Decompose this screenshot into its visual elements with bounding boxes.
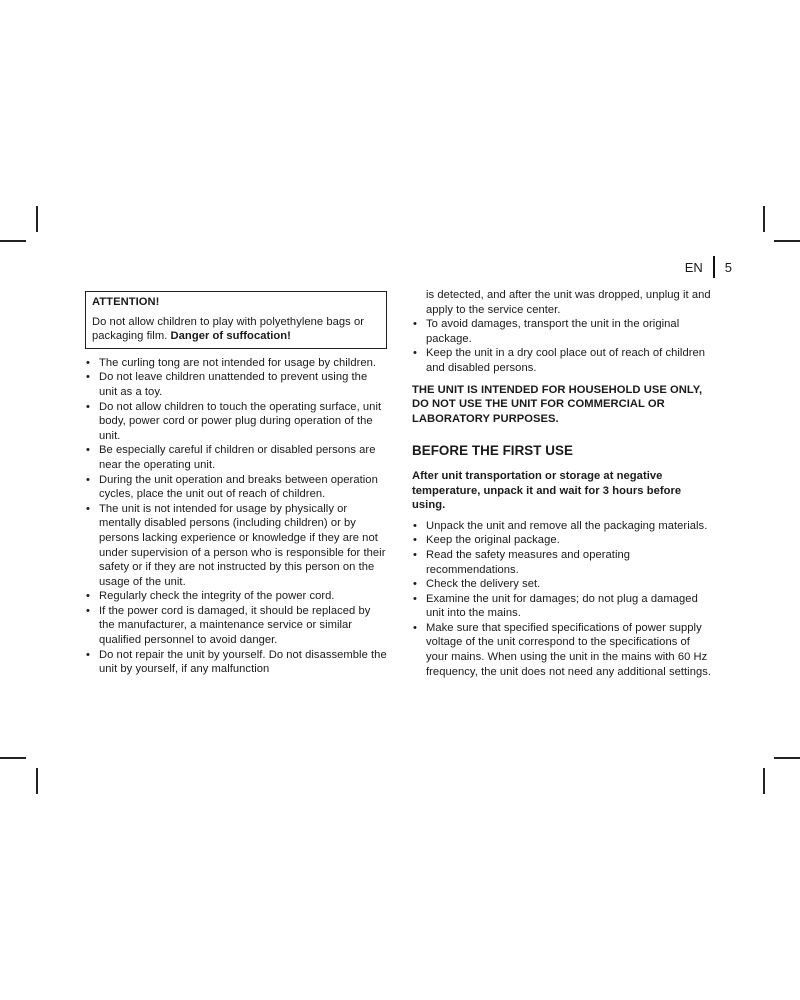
list-item: • Make sure that specified specifications of power supply voltage of the unit correspond to the specifications of your mains. When using the unit in the mains with 60 Hz frequency, the unit does not need any additional settings. bbox=[412, 621, 714, 679]
list-item: • Be especially careful if children or disabled persons are near the operating unit. bbox=[85, 443, 387, 472]
page-header bbox=[685, 256, 732, 278]
crop-mark bbox=[0, 757, 26, 759]
crop-mark bbox=[36, 768, 38, 794]
first-use-list bbox=[412, 519, 714, 680]
list-item: • Keep the original package. bbox=[412, 533, 714, 548]
list-item: • Read the safety measures and operating recommendations. bbox=[412, 548, 714, 577]
list-item: • Do not allow children to touch the operating surface, unit body, power cord or power plug during operation of the unit. bbox=[85, 400, 387, 444]
right-column bbox=[412, 288, 714, 679]
crop-mark bbox=[774, 757, 800, 759]
section-lead: After unit transportation or storage at negative temperature, unpack it and wait for 3 hours before using. bbox=[412, 469, 682, 512]
page-number: 5 bbox=[724, 259, 732, 275]
crop-mark bbox=[774, 240, 800, 242]
list-item-continuation: is detected, and after the unit was dropped, unplug it and apply to the service center. bbox=[426, 289, 711, 316]
attention-text bbox=[92, 315, 380, 344]
list-item: • Do not repair the unit by yourself. Do not disassemble the unit by yourself, if any malfunction bbox=[85, 648, 387, 677]
left-column bbox=[85, 291, 387, 677]
list-item: • Do not leave children unattended to prevent using the unit as a toy. bbox=[85, 370, 387, 399]
list-item: • Examine the unit for damages; do not plug a damaged unit into the mains. bbox=[412, 592, 714, 621]
section-title: BEFORE THE FIRST USE bbox=[412, 443, 573, 459]
header-divider bbox=[713, 256, 715, 278]
attention-title: ATTENTION! bbox=[92, 296, 160, 308]
crop-mark bbox=[0, 240, 26, 242]
attention-warning: Danger of suffocation! bbox=[170, 330, 291, 343]
list-item: • Regularly check the integrity of the power cord. bbox=[85, 589, 387, 604]
safety-list-continued bbox=[412, 288, 714, 376]
list-item: • Unpack the unit and remove all the packaging materials. bbox=[412, 519, 714, 534]
safety-list bbox=[85, 356, 387, 677]
household-notice: THE UNIT IS INTENDED FOR HOUSEHOLD USE ONLY, DO NOT USE THE UNIT FOR COMMERCIAL OR LABORATORY PURPOSES. bbox=[412, 383, 703, 425]
list-item: • Keep the unit in a dry cool place out of reach of children and disabled persons. bbox=[412, 346, 714, 375]
crop-mark bbox=[763, 768, 765, 794]
language-code: EN bbox=[684, 259, 703, 275]
crop-mark bbox=[763, 206, 765, 232]
list-item: • During the unit operation and breaks between operation cycles, place the unit out of reach of children. bbox=[85, 473, 387, 502]
list-item: • Check the delivery set. bbox=[412, 577, 714, 592]
attention-body: Do not allow children to play with polyethylene bags or packaging film. bbox=[92, 315, 365, 343]
list-item: • If the power cord is damaged, it should be replaced by the manufacturer, a maintenance service or similar qualified personnel to avoid danger. bbox=[85, 604, 387, 648]
list-item: • The curling tong are not intended for usage by children. bbox=[85, 356, 387, 371]
list-item: • The unit is not intended for usage by physically or mentally disabled persons (including children) or by persons lacking experience or knowledge if they are not under supervision of a person who is responsible for their safety or if they are not instructed by this person on the usage of the unit. bbox=[85, 502, 387, 590]
list-item: • To avoid damages, transport the unit in the original package. bbox=[412, 317, 714, 346]
attention-box bbox=[85, 291, 387, 349]
crop-mark bbox=[36, 206, 38, 232]
